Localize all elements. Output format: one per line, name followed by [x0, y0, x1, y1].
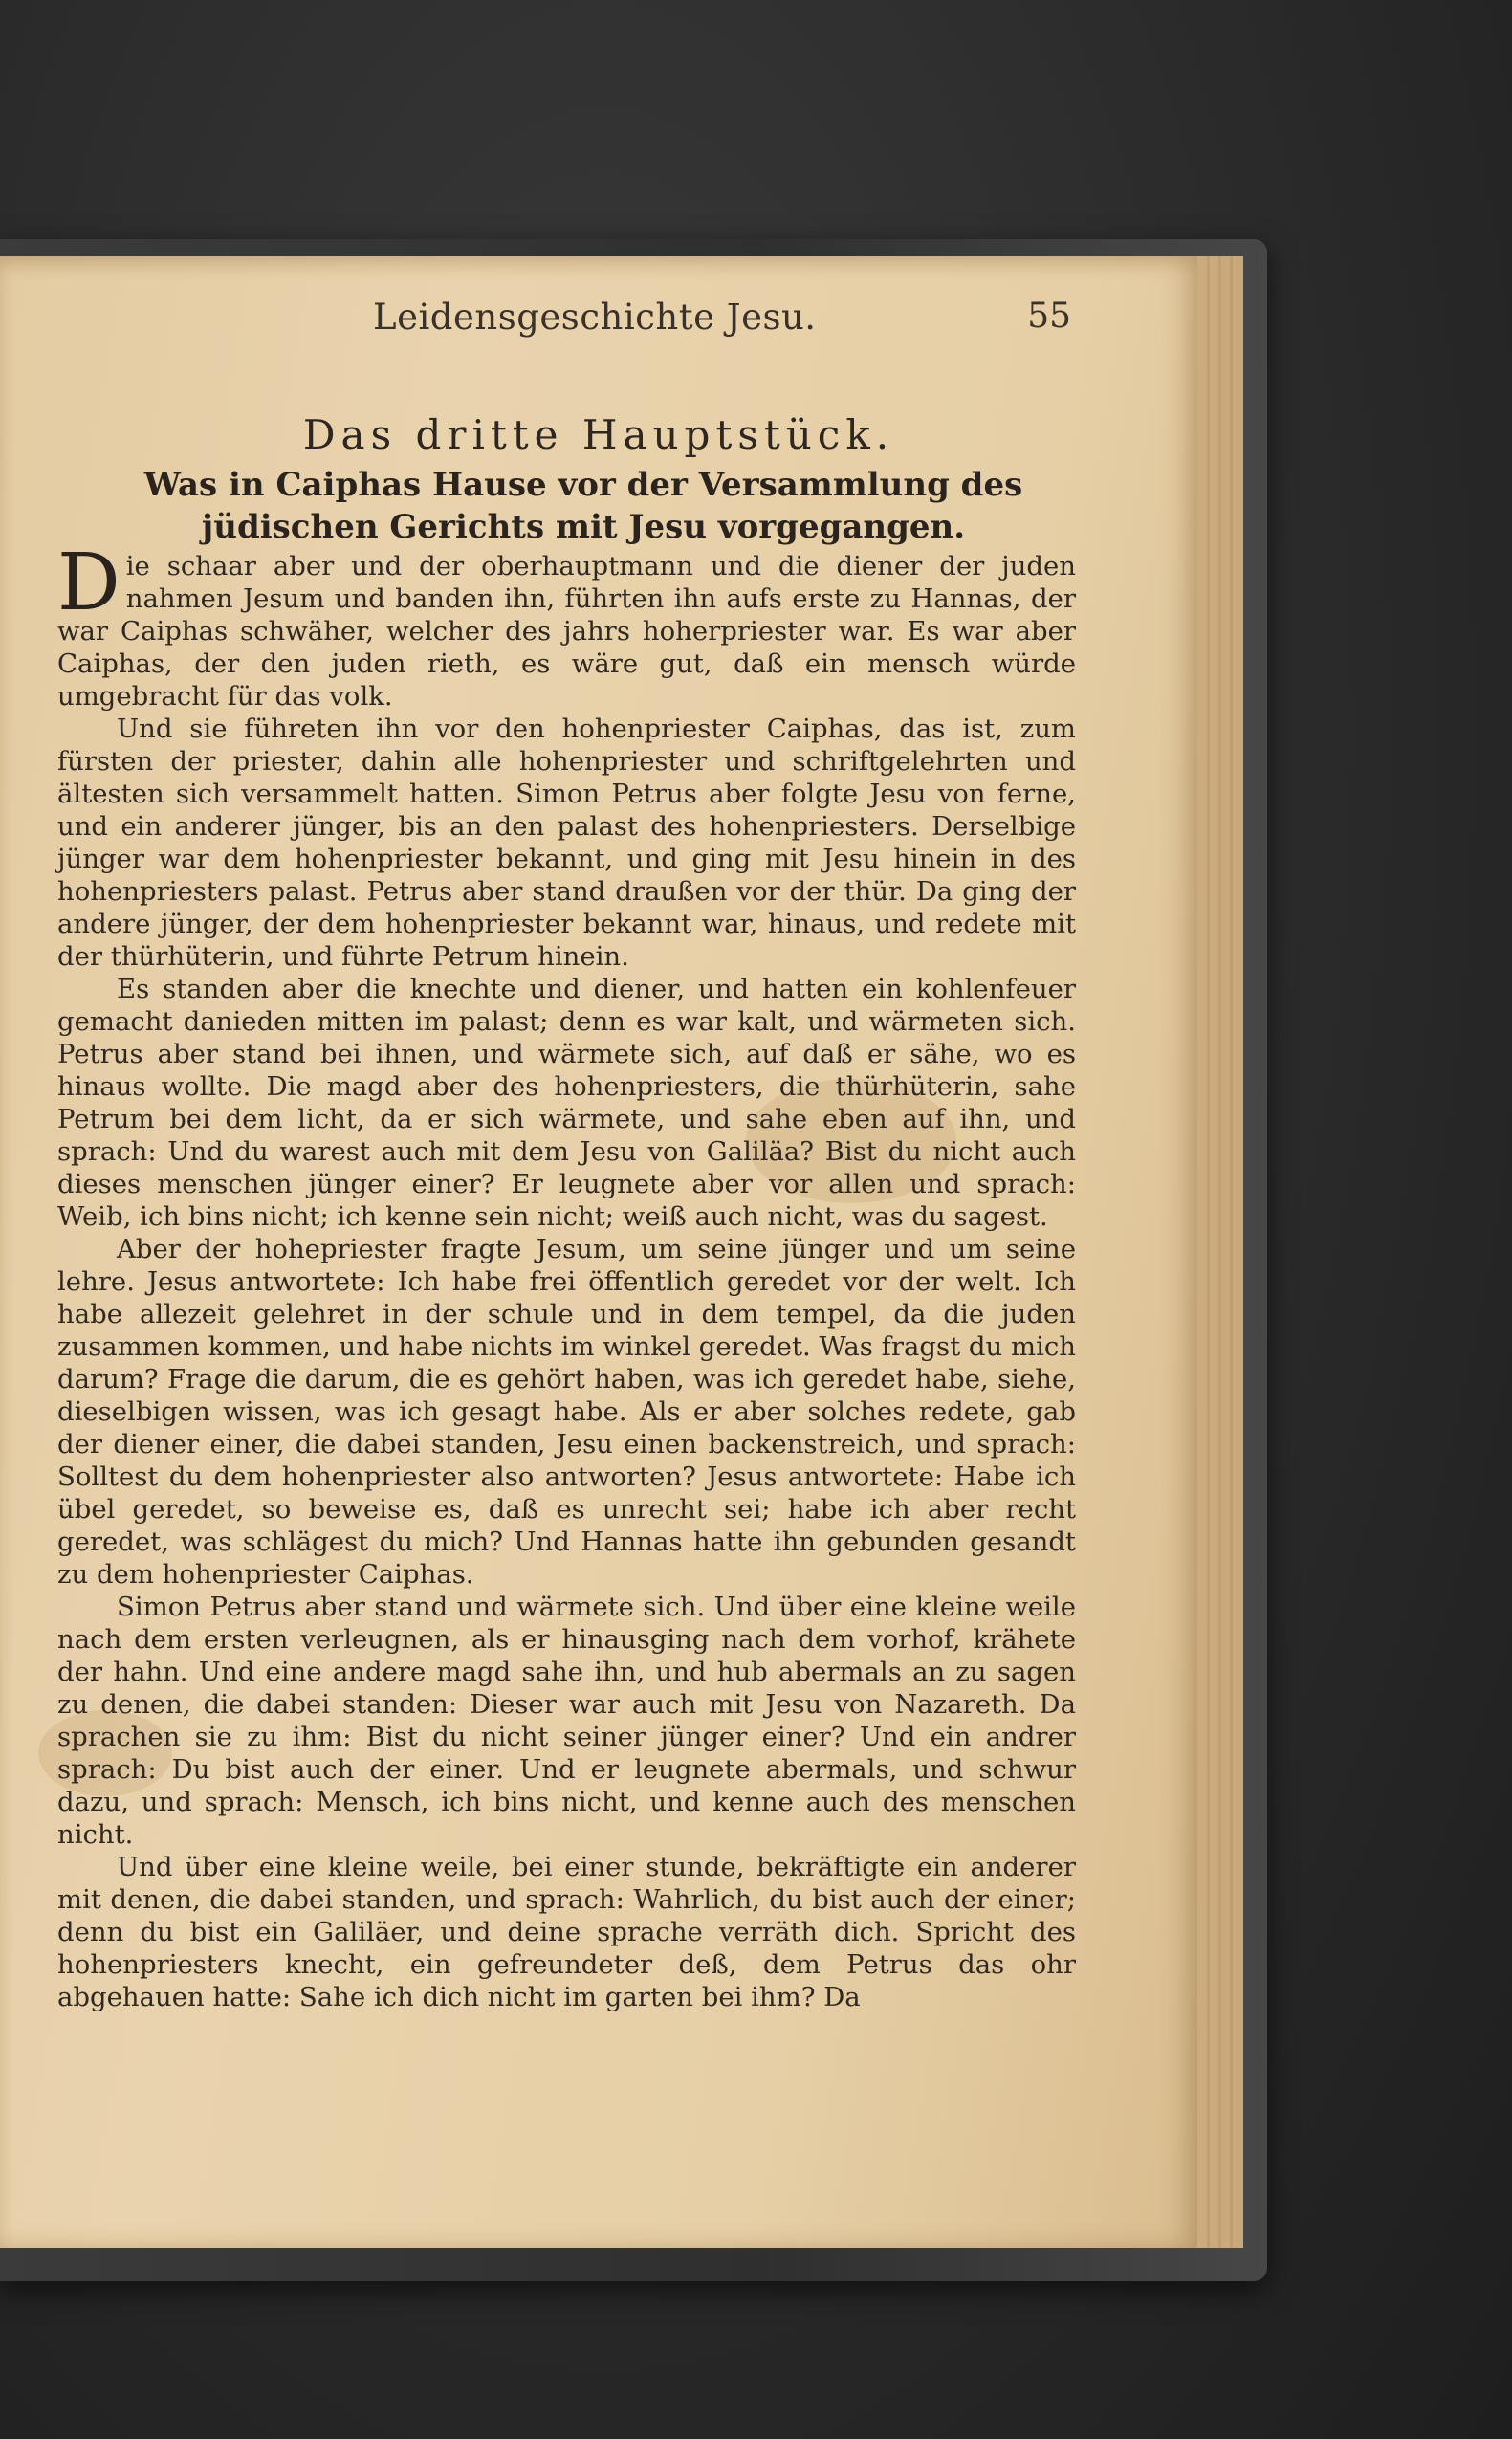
paragraph: Simon Petrus aber stand und wärmete sich. Und über eine kleine weile nach dem ersten verleugnen, als er hinausging nach dem vorhof, krähete der hahn. Und eine andere magd sahe ihn, und hub abermals an zu sagen zu denen, die dabei standen: Dieser war auch mit Jesu von Nazareth. Da sprachen sie zu ihm: Bist du nicht seiner jünger einer? Und ein andrer sprach: Du bist auch der einer. Und er leugnete abermals, und schwur dazu, und sprach: Mensch, ich bins nicht, und kenne auch des menschen nicht. [57, 1592, 1076, 1850]
paragraph: Und über eine kleine weile, bei einer stunde, bekräftigte ein anderer mit denen, die dabei standen, und sprach: Wahrlich, du bist auch der einer; denn du bist ein Galiläer, und deine sprache verräth dich. Spricht des hohenpriesters knecht, ein gefreundeter deß, dem Petrus das ohr abgehauen hatte: Sahe ich dich nicht im garten bei ihm? Da [57, 1852, 1076, 2012]
body-text [57, 538, 1076, 2013]
page-header [57, 297, 1071, 354]
drop-cap: D [57, 538, 121, 628]
running-head: Leidensgeschichte Jesu. [373, 297, 817, 338]
paragraph: Und sie führeten ihn vor den hohenpriester Caiphas, das ist, zum fürsten der priester, dahin alle hohenpriester und schriftgelehrten und ältesten sich versammelt hatten. Simon Petrus aber folgte Jesu von ferne, und ein anderer jünger, bis an den palast des hohenpriesters. Derselbige jünger war dem hohenpriester bekannt, und ging mit Jesu hinein in des hohenpriesters palast. Petrus aber stand draußen vor der thür. Da ging der andere jünger, der dem hohenpriester bekannt war, hinaus, und redete mit der thürhüterin, und führte Petrum hinein. [57, 714, 1076, 972]
paragraph-text: ie schaar aber und der oberhauptmann und die diener der juden nahmen Jesum und banden ihn, führten ihn aufs erste zu Hannas, der war Caiphas schwäher, welcher des jahrs hoherpriester war. Es war aber Caiphas, der den juden rieth, es wäre gut, daß ein mensch würde umgebracht für das volk. [57, 551, 1076, 712]
page-edge [1207, 256, 1210, 2248]
page-number: 55 [1027, 297, 1071, 336]
paragraph: Es standen aber die knechte und diener, und hatten ein kohlenfeuer gemacht danieden mitten im palast; denn es war kalt, und wärmeten sich. Petrus aber stand bei ihnen, und wärmete sich, auf daß er sähe, wo es hinaus wollte. Die magd aber des hohenpriesters, die thürhüterin, sahe Petrum bei dem licht, da er sich wärmete, und sahe eben auf ihn, und sprach: Und du warest auch mit dem Jesu von Galiläa? Bist du nicht auch dieses menschen jünger einer? Er leugnete aber vor allen und sprach: Weib, ich bins nicht; ich kenne sein nicht; weiß auch nicht, was du sagest. [57, 974, 1076, 1232]
chapter-title: Das dritte Hauptstück. [302, 411, 895, 458]
page-edge [1218, 256, 1221, 2248]
paragraph [57, 538, 1076, 713]
page-edge [1230, 256, 1233, 2248]
chapter-subtitle: Was in Caiphas Hause vor der Versammlung des jüdischen Gerichts mit Jesu vorgegangen. [143, 466, 1023, 546]
paragraph: Aber der hohepriester fragte Jesum, um seine jünger und um seine lehre. Jesus antwortete: Ich habe frei öffentlich geredet vor der welt. Ich habe allezeit gelehret in der schule und in dem tempel, da die juden zusammen kommen, und habe nichts im winkel geredet. Was fragst du mich darum? Frage die darum, die es gehört haben, was ich geredet habe, siehe, dieselbigen wissen, was ich gesagt habe. Als er aber solches redete, gab der diener einer, die dabei standen, Jesu einen backenstreich, und sprach: Solltest du dem hohenpriester also antworten? Jesus antwortete: Habe ich übel geredet, so beweise es, daß es unrecht sei; habe ich aber recht geredet, was schlägest du mich? Und Hannas hatte ihn gebunden gesandt zu dem hohenpriester Caiphas. [57, 1234, 1076, 1590]
